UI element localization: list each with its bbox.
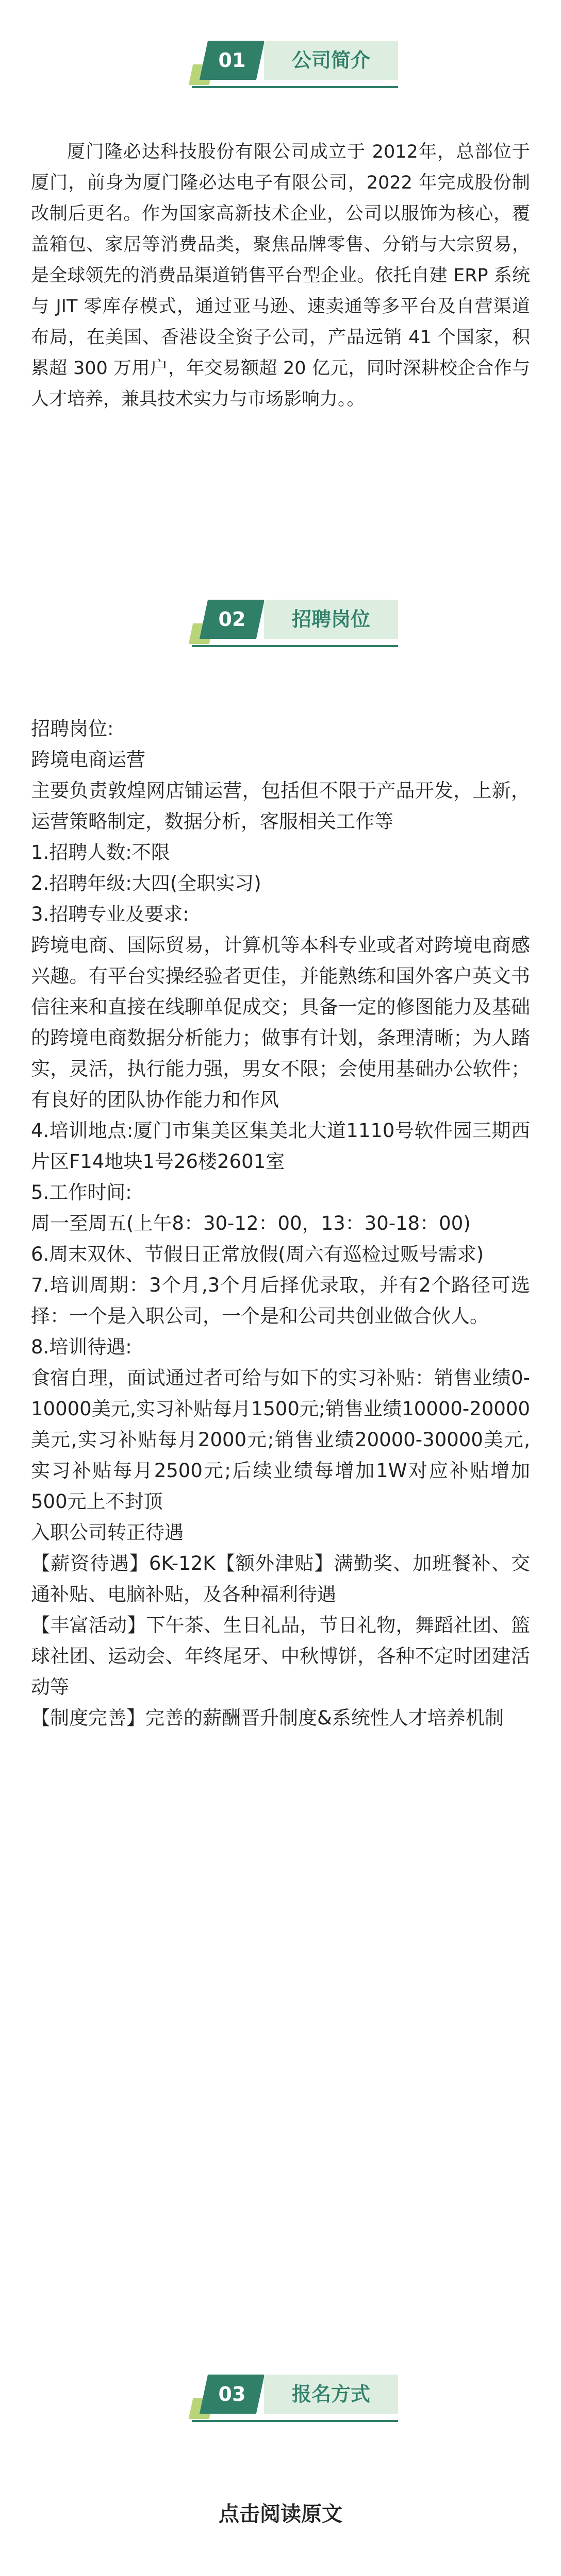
recruit-line: 7.培训周期：3个月,3个月后择优录取，并有2个路径可选择：一个是入职公司，一个是和公司共创业做合伙人。 bbox=[31, 1274, 530, 1327]
recruitment-details bbox=[31, 714, 530, 1734]
header-underline bbox=[192, 2420, 398, 2422]
recruit-line: 招聘岗位: bbox=[31, 718, 114, 740]
section-number: 01 bbox=[218, 49, 246, 72]
recruit-line: 周一至周五(上午8：30-12：00，13：30-18：00) bbox=[31, 1212, 471, 1234]
recruit-line: 5.工作时间: bbox=[31, 1181, 132, 1204]
section-title: 招聘岗位 bbox=[291, 608, 370, 631]
recruit-line: 3.招聘专业及要求: bbox=[31, 903, 189, 925]
recruit-line: 【丰富活动】下午茶、生日礼品，节日礼物，舞蹈社团、篮球社团、运动会、年终尾牙、中秋博饼，各种不定时团建活动等 bbox=[31, 1614, 530, 1698]
section-title: 公司简介 bbox=[291, 49, 370, 72]
header-underline bbox=[192, 86, 398, 88]
recruit-line: 8.培训待遇: bbox=[31, 1336, 132, 1358]
section-number: 03 bbox=[218, 2383, 246, 2405]
recruit-line: 主要负责敦煌网店铺运营，包括但不限于产品开发，上新，运营策略制定，数据分析，客服相关工作等 bbox=[31, 779, 530, 833]
company-intro-paragraph: 厦门隆必达科技股份有限公司成立于 2012年，总部位于厦门，前身为厦门隆必达电子有限公司，2022 年完成股份制改制后更名。作为国家高新技术企业，公司以服饰为核心，覆盖箱包、家居等消费品类，聚焦品牌零售、分销与大宗贸易，是全球领先的消费品渠道销售平台型企业。依托自建 ERP 系统与 JIT 零库存模式，通过亚马逊、速卖通等多平台及自营渠道布局，在美国、香港设全资子公司，产品远销 41 个国家，积累超 300 万用户，年交易额超 20 亿元，同时深耕校企合作与人才培养，兼具技术实力与市场影响力。。 bbox=[31, 142, 530, 410]
recruit-line: 2.招聘年级:大四(全职实习) bbox=[31, 872, 261, 894]
section-title: 报名方式 bbox=[291, 2383, 370, 2405]
recruit-line: 【制度完善】完善的薪酬晋升制度&系统性人才培养机制 bbox=[31, 1707, 504, 1729]
section-header-intro bbox=[0, 28, 561, 90]
recruit-line: 4.培训地点:厦门市集美区集美北大道1110号软件园三期西片区F14地块1号26楼2601室 bbox=[31, 1120, 530, 1173]
section-header-positions bbox=[0, 587, 561, 649]
recruit-line: 1.招聘人数:不限 bbox=[31, 841, 170, 863]
recruit-line: 跨境电商运营 bbox=[31, 749, 145, 771]
section-number: 02 bbox=[218, 608, 246, 631]
recruit-line: 【薪资待遇】6K-12K【额外津贴】满勤奖、加班餐补、交通补贴、电脑补贴，及各种福利待遇 bbox=[31, 1552, 530, 1605]
read-original-link[interactable]: 点击阅读原文 bbox=[219, 2502, 342, 2526]
recruit-line: 食宿自理，面试通过者可给与如下的实习补贴：销售业绩0-10000美元,实习补贴每月1500元;销售业绩10000-20000美元,实习补贴每月2000元;销售业绩20000-30000美元,实习补贴每月2500元;后续业绩每增加1W对应补贴增加500元上不封顶 bbox=[31, 1367, 530, 1513]
section-header-apply bbox=[0, 2362, 561, 2424]
recruit-line: 入职公司转正待遇 bbox=[31, 1521, 184, 1544]
recruit-line: 6.周末双休、节假日正常放假(周六有巡检过贩号需求) bbox=[31, 1243, 484, 1265]
recruit-line: 跨境电商、国际贸易，计算机等本科专业或者对跨境电商感兴趣。有平台实操经验者更佳，并能熟练和国外客户英文书信往来和直接在线聊单促成交；具备一定的修图能力及基础的跨境电商数据分析能力；做事有计划，条理清晰；为人踏实，灵活，执行能力强，男女不限；会使用基础办公软件；有良好的团队协作能力和作风 bbox=[31, 934, 530, 1111]
header-underline bbox=[192, 645, 398, 647]
